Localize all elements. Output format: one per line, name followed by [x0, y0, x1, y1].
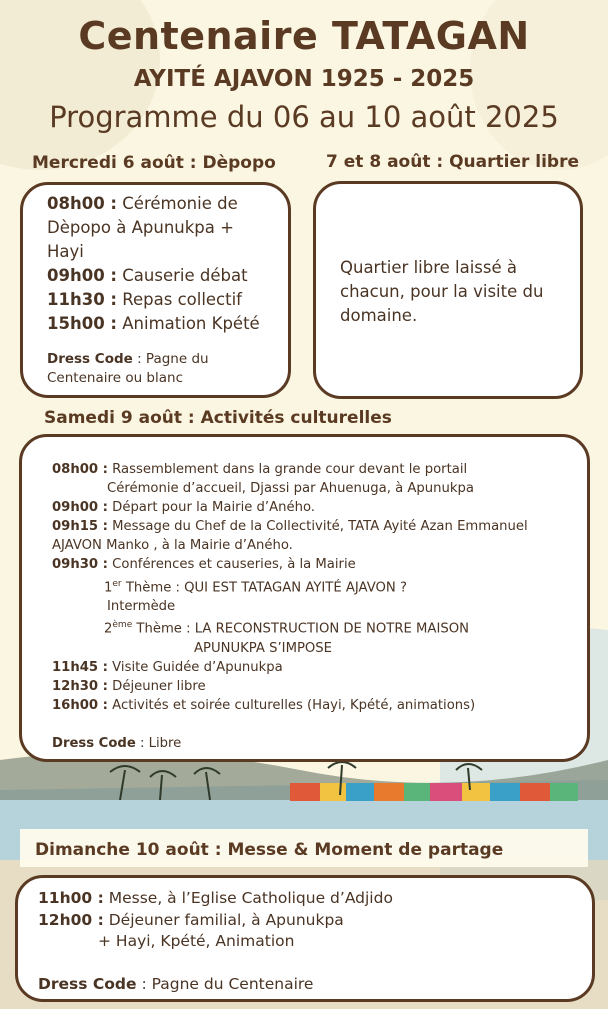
dress-code-label: Dress Code [47, 351, 133, 367]
item-text: Départ pour la Mairie d’Aného. [112, 500, 315, 516]
saturday-heading: Samedi 9 août : Activités culturelles [44, 408, 392, 428]
sunday-dress-code [38, 974, 580, 996]
free-days-heading: 7 et 8 août : Quartier libre [326, 152, 580, 172]
theme-1: 1er Thème : QUI EST TATAGAN AYITÉ AJAVON ? [104, 578, 407, 595]
item-text: Animation Kpété [122, 314, 260, 333]
item-text: Message du Chef de la Collectivité, TATA Ayité Azan Emmanuel [112, 519, 528, 535]
dress-code-value: : Pagne du Centenaire ou blanc [47, 351, 209, 386]
wednesday-card [20, 182, 291, 398]
schedule-item [47, 312, 274, 336]
sunday-heading: Dimanche 10 août : Messe & Moment de partage [35, 840, 504, 860]
page-title: Centenaire TATAGAN [78, 14, 530, 58]
item-text-continued: + Hayi, Kpété, Animation [98, 932, 295, 950]
schedule-item [52, 517, 577, 536]
intermede: Intermède [107, 599, 176, 615]
schedule-item [52, 658, 577, 677]
item-time: 09h00 : [52, 500, 108, 516]
item-text: Visite Guidée d’Apunukpa [112, 659, 283, 675]
item-text: Messe, à l’Eglise Catholique d’Adjido [108, 889, 393, 907]
sunday-card [15, 875, 595, 1002]
item-time: 12h30 : [52, 678, 108, 694]
item-text: Déjeuner libre [112, 678, 206, 694]
item-text: Cérémonie de Dèpopo à Apunukpa + Hayi [47, 194, 238, 261]
item-text: Repas collectif [122, 290, 242, 309]
schedule-item [38, 888, 580, 910]
item-time: 09h30 : [52, 557, 108, 573]
schedule-item [52, 677, 577, 696]
beach-huts [290, 783, 578, 801]
item-time: 11h45 : [52, 659, 108, 675]
item-time: 09h00 : [47, 266, 118, 285]
wednesday-heading: Mercredi 6 août : Dèpopo [32, 153, 276, 173]
schedule-item [52, 555, 577, 574]
schedule-item [52, 696, 577, 715]
item-time: 11h00 : [38, 889, 104, 907]
item-text: Déjeuner familial, à Apunukpa [108, 910, 344, 929]
item-text-continued: Cérémonie d’accueil, Djassi par Ahuenuga, à Apunukpa [107, 481, 474, 497]
item-time: 16h00 : [52, 697, 108, 713]
theme-2-continued: APUNUKPA S’IMPOSE [194, 640, 332, 656]
page-subtitle: AYITÉ AJAVON 1925 - 2025 [133, 66, 475, 92]
free-days-text: Quartier libre laissé à chacun, pour la visite du domaine. [340, 258, 544, 325]
item-text-continued: AJAVON Manko , à la Mairie d’Aného. [52, 538, 293, 554]
item-time: 11h30 : [47, 290, 118, 309]
dress-code-value: : Libre [135, 736, 182, 751]
schedule-item [47, 192, 274, 264]
saturday-dress-code [52, 734, 577, 753]
schedule-item [47, 264, 274, 288]
theme-2: 2ème Thème : LA RECONSTRUCTION DE NOTRE MAISON [104, 620, 469, 637]
item-text: Conférences et causeries, à la Mairie [112, 557, 356, 573]
item-time: 09h15 : [52, 519, 108, 535]
item-time: 15h00 : [47, 314, 118, 333]
dress-code-label: Dress Code [52, 736, 136, 751]
schedule-item [38, 910, 580, 932]
item-time: 08h00 : [52, 462, 108, 477]
item-time: 08h00 : [47, 194, 118, 213]
item-time: 12h00 : [38, 910, 104, 929]
schedule-item [52, 460, 577, 479]
wednesday-schedule [47, 192, 274, 336]
program-dates: Programme du 06 au 10 août 2025 [49, 100, 559, 134]
free-days-card [313, 181, 583, 399]
saturday-card [19, 434, 590, 762]
dress-code-label: Dress Code [38, 974, 137, 993]
item-text: Causerie débat [122, 266, 248, 285]
wednesday-dress-code [47, 350, 274, 388]
item-text: Rassemblement dans la grande cour devant le portail [112, 462, 468, 477]
dress-code-value: : Pagne du Centenaire [136, 974, 314, 993]
schedule-item [47, 288, 274, 312]
item-text: Activités et soirée culturelles (Hayi, Kpété, animations) [112, 697, 476, 713]
schedule-item [52, 498, 577, 517]
